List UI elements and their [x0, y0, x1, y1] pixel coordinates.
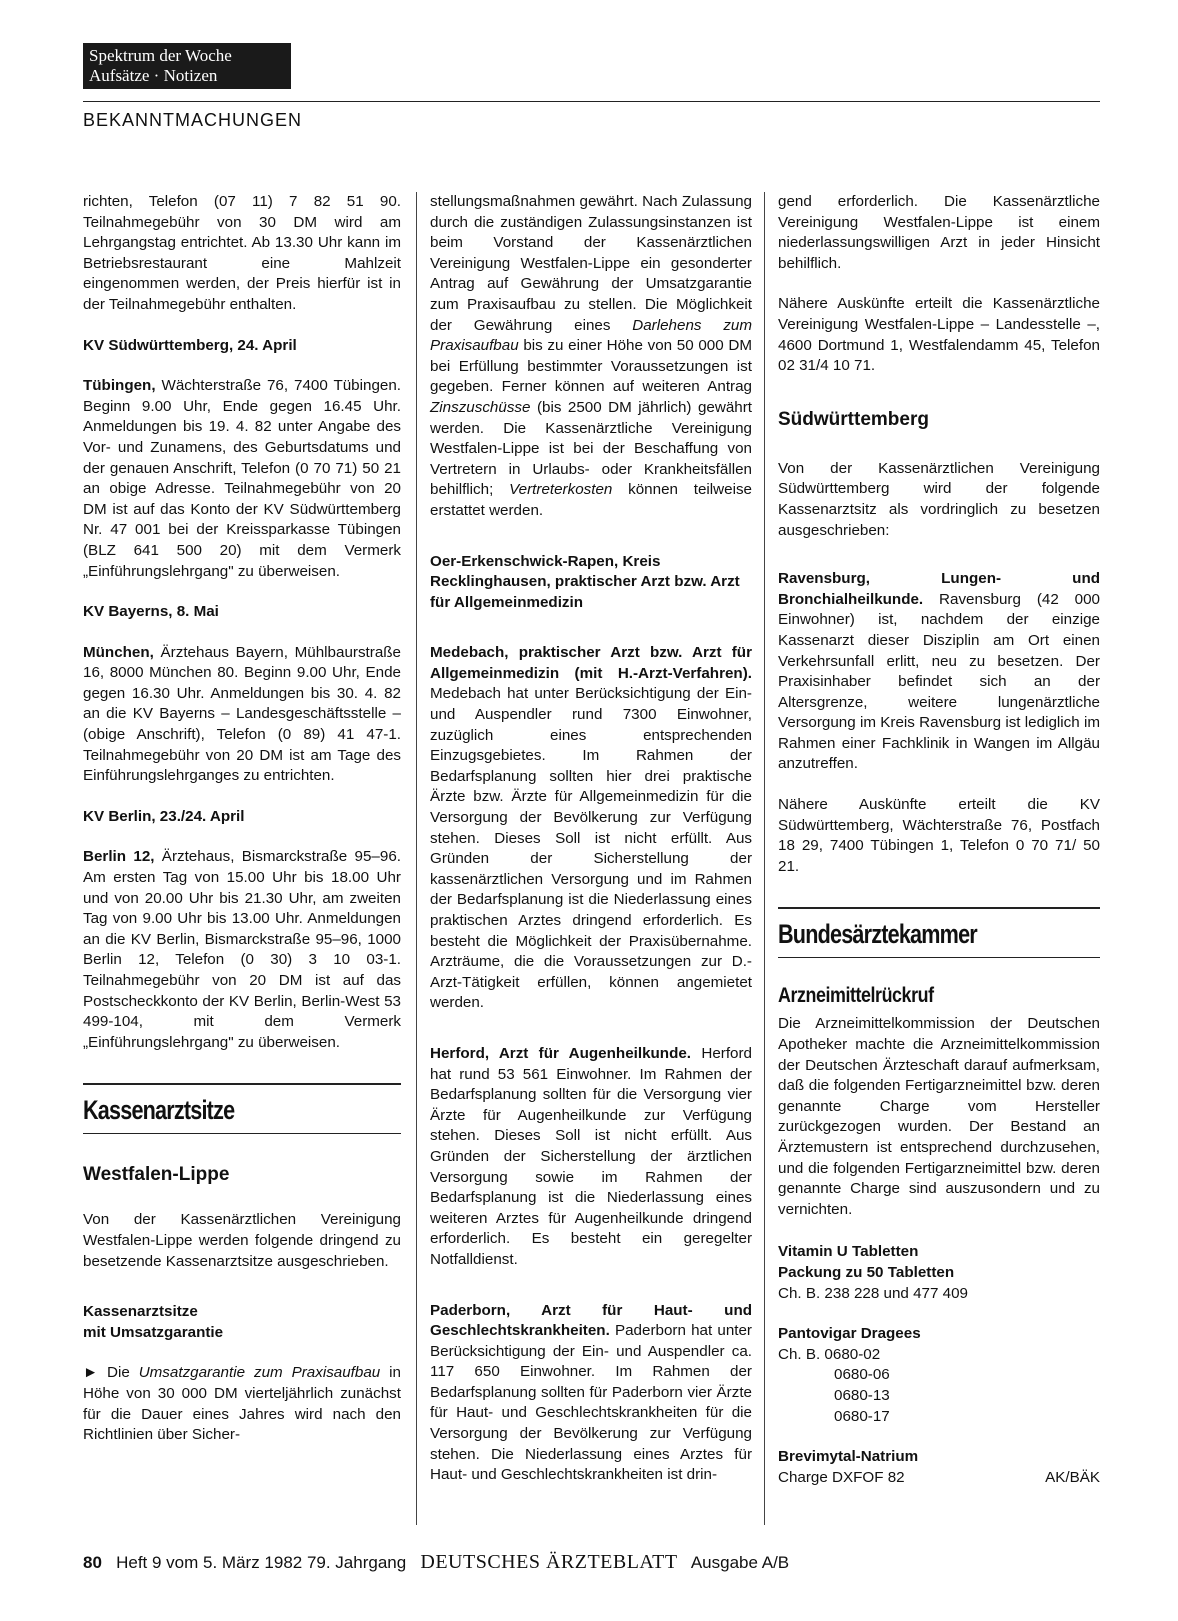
- section-rule: [83, 1083, 401, 1085]
- paragraph: Nähere Auskünfte erteilt die Kassenärztliche Vereinigung Westfalen-Lippe – Landesstelle –, 4600 Dortmund 1, Westfalendamm 45, Telefon 02 31/4 10 71.: [778, 295, 1100, 375]
- paragraph-text: Herford hat rund 53 561 Einwohner. Im Rahmen der Bedarfsplanung sollten für die Versorgung vier Ärzte für Augenheilkunde zur Verfügung stehen. Dieses Soll ist nicht erfüllt. Aus Gründen der Sicherstellung der ärztlichen Versorgung sowie im Rahmen der Bedarfsplanung ist die Niederlassung eines weiteren Arztes für Augenheilkunde dringend erforderlich. Es besteht ein geregelter Notfalldienst.: [430, 1044, 752, 1268]
- subheading: mit Umsatzgarantie: [83, 1323, 224, 1341]
- edition: Ausgabe A/B: [690, 1553, 790, 1572]
- drug-name: Vitamin U Tabletten: [778, 1243, 919, 1261]
- column-divider: [416, 192, 417, 1525]
- region-heading: Südwürttemberg: [778, 408, 929, 430]
- lead-in: München,: [83, 643, 154, 661]
- section-title: BEKANNTMACHUNGEN: [83, 110, 303, 130]
- emphasis: Umsatzgarantie zum Praxisaufbau: [138, 1364, 381, 1382]
- listing-heading: Oer-Erkenschwick-Rapen, Kreis Recklinghausen, praktischer Arzt bzw. Arzt für Allgemeinmedizin: [430, 552, 740, 611]
- paragraph-text: Ärztehaus Bayern, Mühlbaurstraße 16, 8000 München 80. Beginn 9.00 Uhr, Ende gegen 16.30 Uhr. Anmeldungen bis 30. 4. 82 an die KV Bayerns – Landesgeschäftsstelle – (obige Anschrift), Telefon (0 89) 41 47-1. Teilnahmegebühr von 20 DM ist am Tage des Einführungslehrganges zu entrichten.: [83, 643, 401, 785]
- drug-batch: 0680-06: [834, 1366, 890, 1384]
- paragraph: richten, Telefon (07 11) 7 82 51 90. Teilnahmegebühr von 30 DM wird am Lehrgangstag entrichtet. Ab 13.30 Uhr kann im Betriebsrestaurant eine Mahlzeit eingenommen werden, der Preis hierfür ist in der Teilnahmegebühr enthalten.: [83, 193, 401, 313]
- arrow-icon: ►: [83, 1364, 99, 1382]
- badge-line-2: Aufsätze · Notizen: [89, 66, 218, 85]
- emphasis: Zinszuschüsse: [430, 398, 531, 416]
- paragraph: Von der Kassenärztlichen Vereinigung Westfalen-Lippe werden folgende dringend zu besetzende Kassenarztsitze ausgeschrieben.: [83, 1211, 401, 1270]
- paragraph-text: können teilweise erstattet werden.: [430, 481, 752, 519]
- paragraph: [430, 192, 752, 522]
- drug-name: Brevimytal-Natrium: [778, 1448, 919, 1466]
- section-rule: [778, 907, 1100, 909]
- drug-batch: Ch. B. 238 228 und 477 409: [778, 1284, 968, 1302]
- column-1: [83, 192, 401, 1446]
- section-rule: [778, 957, 1100, 958]
- lead-in: Berlin 12,: [83, 848, 155, 866]
- paragraph-text: Ravensburg (42 000 Einwohner) ist, nachdem der einzige Kassenarzt dieser Disziplin am Ort einen Verkehrsunfall erlitt, neu zu besetzen. Der Praxisinhaber befindet sich an der Altersgrenze, weitere lungenärztliche Versorgung im Kreis Ravensburg ist lediglich im Rahmen einer Fachklinik in Wangen im Allgäu anzutreffen.: [778, 590, 1100, 773]
- paragraph: Nähere Auskünfte erteilt die KV Südwürttemberg, Wächterstraße 76, Postfach 18 29, 7400 Tübingen 1, Telefon 0 70 71/ 50 21.: [778, 796, 1100, 875]
- paragraph-text: (bis 2500 DM jährlich) gewährt werden. Die Kassenärztliche Vereinigung Westfalen-Lippe ist bei der Beschaffung von Vertretern in Urlaubs- oder Krankheitsfällen behilflich;: [430, 398, 752, 499]
- paragraph-text: stellungsmaßnahmen gewährt. Nach Zulassung durch die zuständigen Zulassungsinstanzen ist beim Vorstand der Kassenärztlichen Vereinigung Westfalen-Lippe ein gesonderter Antrag auf Gewährung der Umsatzgarantie zum Praxisaufbau zu stellen. Die Möglichkeit der Gewährung eines: [430, 193, 752, 334]
- issue-info: Heft 9 vom 5. März 1982 79. Jahrgang: [116, 1553, 407, 1572]
- region-heading: Westfalen-Lippe: [83, 1164, 230, 1186]
- paragraph: [83, 376, 401, 582]
- paragraph-text: Die: [98, 1364, 139, 1382]
- subheading: KV Berlin, 23./24. April: [83, 807, 245, 825]
- lead-in: Tübingen,: [83, 377, 156, 395]
- subheading: KV Südwürttemberg, 24. April: [83, 336, 297, 354]
- paragraph-text: Paderborn hat unter Berücksichtigung der Ein- und Auspendler ca. 117 650 Einwohner. Im Rahmen der Bedarfsplanung sollten für Paderborn vier Ärzte für Haut- und Geschlechtskrankheiten für die Versorgung der Bevölkerung zur Verfügung stehen. Die Niederlassung eines Arztes für Haut- und Geschlechtskrankheiten ist drin-: [430, 1322, 752, 1484]
- lead-in: Medebach, praktischer Arzt bzw. Arzt für Allgemeinmedizin (mit H.-Arzt-Verfahren).: [430, 644, 752, 682]
- column-2: [430, 192, 752, 1486]
- paragraph: [430, 1301, 752, 1486]
- section-rule: [83, 1133, 401, 1134]
- subheading: KV Bayerns, 8. Mai: [83, 603, 219, 621]
- drug-batch: 0680-17: [834, 1407, 890, 1425]
- badge-line-1: Spektrum der Woche: [89, 46, 232, 65]
- paragraph-text: Ärztehaus, Bismarckstraße 95–96. Am ersten Tag von 15.00 Uhr bis 18.00 Uhr und von 20.00 Uhr bis 21.30 Uhr, am zweiten Tag von 9.00 Uhr bis 13.00 Uhr. Anmeldungen an die KV Berlin, Bismarckstraße 95–96, 1000 Berlin 12, Telefon (0 30) 3 10 03-1. Teilnahmegebühr von 20 DM ist auf das Postscheckkonto der KV Berlin, Berlin-West 53 499-104, mit dem Vermerk „Einführungslehrgang" zu überweisen.: [83, 848, 401, 1051]
- paragraph: [83, 643, 401, 787]
- paragraph: gend erforderlich. Die Kassenärztliche Vereinigung Westfalen-Lippe ist einem niederlassungswilligen Arzt in jeder Hinsicht behilflich.: [778, 193, 1100, 272]
- paragraph: [778, 569, 1100, 775]
- paragraph: [430, 643, 752, 1014]
- emphasis: Vertreterkosten: [509, 481, 613, 499]
- drug-package: Packung zu 50 Tabletten: [778, 1263, 955, 1281]
- lead-in: Ravensburg, Lungen- und Bronchialheilkunde.: [778, 570, 1100, 608]
- topic-heading: Arzneimittelrückruf: [778, 984, 934, 1008]
- section-heading: Bundesärztekammer: [778, 919, 977, 950]
- column-divider: [764, 192, 765, 1525]
- paragraph: [83, 1363, 401, 1445]
- journal-name: DEUTSCHES ÄRZTEBLATT: [420, 1551, 678, 1573]
- paragraph-text: bis zu einer Höhe von 50 000 DM bei Erfüllung bestimmter Voraussetzungen ist gegeben. Ferner können auf weiteren Antrag: [430, 337, 752, 396]
- drug-batch: Ch. B. 0680-02: [778, 1345, 881, 1363]
- page-footer: [83, 1551, 789, 1574]
- lead-in: Paderborn, Arzt für Haut- und Geschlechtskrankheiten.: [430, 1301, 752, 1340]
- drug-name: Pantovigar Dragees: [778, 1325, 921, 1343]
- drug-batch: 0680-13: [834, 1386, 890, 1404]
- paragraph: Von der Kassenärztlichen Vereinigung Südwürttemberg wird der folgende Kassenarztsitz als vordringlich zu besetzen ausgeschrieben:: [778, 459, 1100, 539]
- paragraph-text: in Höhe von 30 000 DM vierteljährlich zunächst für die Dauer eines Jahres wird nach den Richtlinien über Sicher-: [83, 1364, 401, 1444]
- paragraph-text: Medebach hat unter Berücksichtigung der Ein- und Auspendler rund 7300 Einwohner, zuzüglich eines entsprechenden Einzugsgebietes. Im Rahmen der Bedarfsplanung sollten hier drei praktische Ärzte bzw. Ärzte für Allgemeinmedizin für die Versorgung der Bevölkerung zur Verfügung stehen. Dieses Soll ist nicht erfüllt. Aus Gründen der Sicherstellung der kassenärztlichen Versorgung und im Rahmen der Bedarfsplanung ist die Niederlassung eines praktischen Arztes dringend erforderlich. Es besteht die Möglichkeit der Praxisübernahme. Arzträume, die die Voraussetzungen zur D.-Arzt-Tätigkeit erfüllen, können angemietet werden.: [430, 685, 752, 1012]
- paragraph: [83, 847, 401, 1053]
- paragraph: [430, 1044, 752, 1271]
- drug-batch-row: [778, 1468, 1100, 1489]
- header-rule: [83, 101, 1100, 102]
- column-3: [778, 192, 1100, 1488]
- signature: AK/BÄK: [1045, 1468, 1100, 1486]
- drug-batch: Charge DXFOF 82: [778, 1468, 905, 1486]
- section-heading: Kassenarztsitze: [83, 1095, 235, 1126]
- paragraph-text: Wächterstraße 76, 7400 Tübingen. Beginn 9.00 Uhr, Ende gegen 16.45 Uhr. Anmeldungen bis 19. 4. 82 unter Angabe des Vor- und Zunamens, des Geburtsdatums und der genauen Anschrift, Telefon (0 70 71) 50 21 an obige Adresse. Teilnahmegebühr von 20 DM ist auf das Konto der KV Südwürttemberg Nr. 47 001 bei der Kreissparkasse Tübingen (BLZ 641 500 20) mit dem Vermerk „Einführungslehrgang" zu überweisen.: [83, 377, 401, 580]
- emphasis: Darlehens zum Praxisaufbau: [430, 316, 753, 355]
- page-number: 80: [83, 1553, 102, 1572]
- paragraph: Die Arzneimittelkommission der Deutschen Apotheker machte die Arzneimittelkommission der Deutschen Ärzteschaft darauf aufmerksam, daß die folgenden Fertigarzneimittel bzw. deren genannte Charge vom Hersteller zurückgezogen wurden. Der Bestand an Ärztemustern ist entsprechend durchzusehen, und die folgenden Fertigarzneimittel bzw. deren genannte Charge sind auszusondern und zu vernichten.: [778, 1015, 1100, 1218]
- section-badge: [83, 43, 291, 89]
- lead-in: Herford, Arzt für Augenheilkunde.: [430, 1044, 692, 1062]
- subheading: Kassenarztsitze: [83, 1303, 198, 1321]
